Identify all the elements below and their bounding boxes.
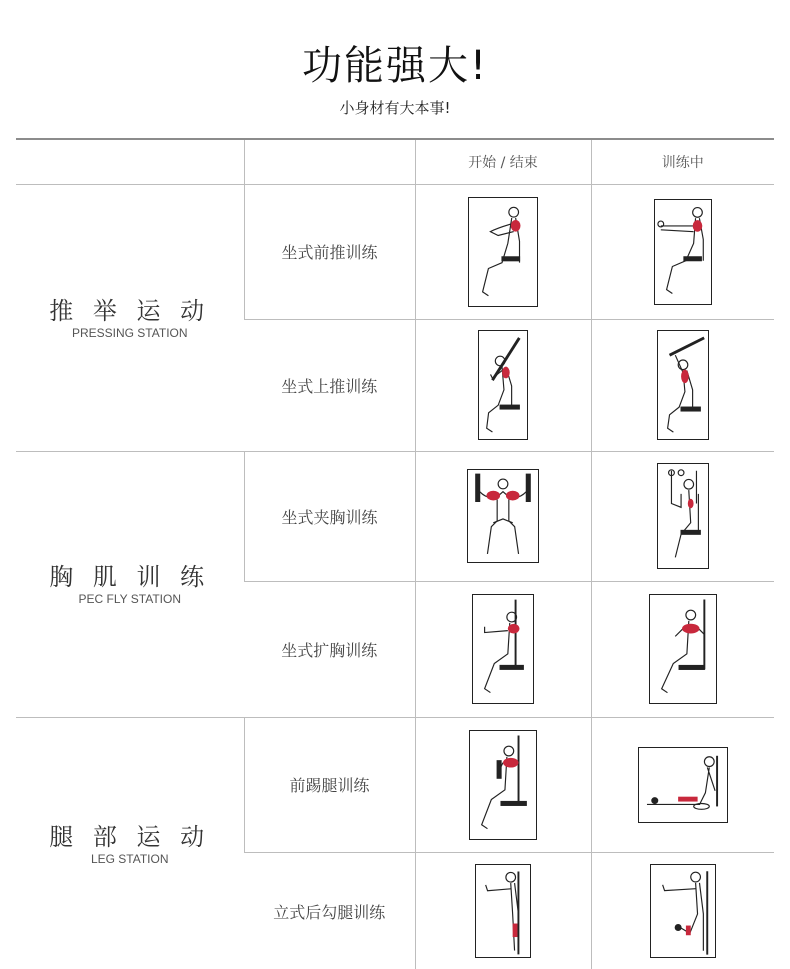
exercise-illustration <box>475 864 531 958</box>
exercise-name: 坐式扩胸训练 <box>244 581 415 717</box>
exercise-illustration <box>657 463 709 569</box>
group-cell-pressing <box>16 184 244 451</box>
column-header-start-end: 开始 / 结束 <box>415 139 591 184</box>
group-subtitle: PRESSING STATION <box>71 325 188 340</box>
group-cell-leg <box>16 717 244 969</box>
exercise-table <box>16 138 774 969</box>
exercise-illustration <box>650 864 716 958</box>
exercise-name: 立式后勾腿训练 <box>244 852 415 969</box>
table-row <box>16 451 774 581</box>
table-header-row <box>16 139 774 184</box>
exercise-illustration <box>638 747 728 823</box>
table-row <box>16 184 774 319</box>
group-title: 腿 部 运 动 <box>49 822 211 851</box>
exercise-name: 坐式上推训练 <box>244 319 415 451</box>
exercise-name: 坐式夹胸训练 <box>244 451 415 581</box>
page-title: 功能强大! <box>301 43 489 89</box>
exercise-illustration <box>469 730 537 840</box>
exercise-illustration <box>649 594 717 704</box>
group-cell-pec-fly <box>16 451 244 717</box>
group-subtitle: LEG STATION <box>90 851 169 866</box>
column-header <box>244 139 415 184</box>
column-header-during: 训练中 <box>591 139 774 184</box>
table-row <box>16 717 774 852</box>
group-title: 推 举 运 动 <box>49 296 211 325</box>
page-subtitle: 小身材有大本事! <box>339 99 451 117</box>
exercise-name: 坐式前推训练 <box>244 184 415 319</box>
group-subtitle: PEC FLY STATION <box>78 592 181 606</box>
column-header <box>16 139 244 184</box>
group-title: 胸 肌 训 练 <box>49 563 211 591</box>
exercise-illustration <box>478 330 528 440</box>
exercise-illustration <box>472 594 534 704</box>
exercise-illustration <box>468 197 538 307</box>
exercise-name: 前踢腿训练 <box>244 717 415 852</box>
exercise-illustration <box>654 199 712 305</box>
exercise-illustration <box>467 469 539 563</box>
exercise-illustration <box>657 330 709 440</box>
